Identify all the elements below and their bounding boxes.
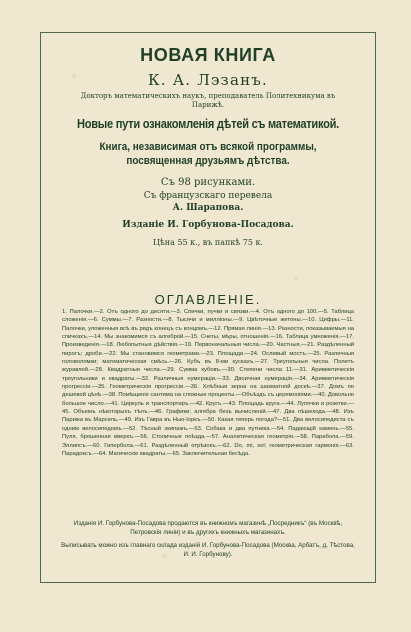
- footer-sales-note: Изданія И. Горбунова-Посадова продаются въ книжномъ магазинѣ „Посредникъ“ (въ Москвѣ, Петровскія линіи) и въ другихъ книжныхъ магазинахъ.: [73, 520, 343, 536]
- price-info: Цѣна 55 к., въ папкѣ 75 к.: [153, 238, 263, 247]
- publisher-footer: [58, 520, 358, 564]
- edition-info: Изданіе И. Горбунова-Посадова.: [122, 220, 294, 230]
- translation-note: Съ французскаго перевела: [143, 191, 273, 201]
- contents-list: 1. Палочки.—2. Отъ одного до десяти.—3. Спички, пучки и связки.—4. Отъ одного до 100.—5. Таблица сложенія.—6. Суммы.—7. Разности.—8. Тысячи и милліоны.—9. Цвѣточные жетоны.—10. Цифры.—11. Палочки, уложенныя всѣ въ рядъ конецъ съ концомъ.—12. Прямая линія.—13. Разности, показываемыя на спичкахъ.—14. Мы знакомимся съ алгеброй.—15. Счеты, мѣры, отношенія.—16. Таблица умноженія.—17. Произведенія.—18. Любопытныя дѣйствія.—19. Первоначальныя числа.—20. Частныя.—21. Раздѣленный пирогъ; дроби.—22. Мы становимся геометрами.—23. Площади.—24. Осливый мостъ.—25. Различныя головоломки; математическая смѣсь.—26. Кубъ въ 8-ми кускахъ.—27. Треугольныя числа. Полетъ журавлей.—28. Квадратныя числа.—29. Сумма кубовъ.—30. Степени числа 11.—31. Ариѳметическія треугольники и квадраты.—32. Различныя нумераціи.—33. Двоичная нумерація.—34. Ариѳметическія прогрессіи.—35. Геометрическія прогрессіи.—36. Хлѣбныя зерна на шахматной доскѣ.—37. Домъ по дешевой цѣнѣ.—38. Помѣщеніе сантима на сложные проценты.—Объѣздъ съ церемоніями.—40. Довольно большое число.—41. Циркуль и транспортиръ.—42. Кругъ.—43. Площадь круга.—44. Лупочки и розетки.—45. Объемъ нѣкоторыхъ тѣлъ.—46. Графики; алгебра безъ вычисленій.—47. Два пѣшехода.—48. Изъ Парижа въ Марсель.—49. Изъ Гавра въ Нью-Іоркъ.—50. Какая теперь погода?—51. Два велосипедиста съ одним велосипедомъ.—52. Тѣсный экипажъ.—53. Собака и два путника.—54. Падающій камень.—55. Пуля, брошенная вверхъ.—56. Столичные поѣзда.—57. Аналитическая геометрія.—58. Парабола.—59. Эллипсъ.—60. Гипербола.—61. Раздѣленный отрѣзокъ.—62. Do, mi, sol; геометрическая гармонія.—63. Парадоксъ.—64. Магическіе квадраты.—65. Заключительная бесѣда.: [62, 309, 354, 457]
- book-subtitle: Книга, независимая отъ всякой программы, посвященная друзьямъ дѣтства.: [99, 141, 317, 167]
- book-title: Новые пути ознакомленія дѣтей съ математикой.: [77, 117, 339, 131]
- author-name: К. А. Лэзанъ.: [148, 71, 268, 89]
- contents-heading: ОГЛАВЛЕНІЕ.: [154, 292, 262, 307]
- translator-name: А. Шарапова.: [172, 203, 244, 213]
- author-description: Докторъ математическихъ наукъ, преподаватель Политехникума въ Парижѣ.: [80, 92, 336, 109]
- drawings-count: Съ 98 рисунками.: [160, 177, 256, 188]
- footer-order-note: Выписывать можно изъ главнаго склада изданій И. Горбунова-Посадова (Москва, Арбатъ, д. Тѣстова, И. И. Горбунову).: [61, 542, 355, 558]
- book-header: [40, 45, 376, 247]
- page-title: НОВАЯ КНИГА: [140, 45, 276, 65]
